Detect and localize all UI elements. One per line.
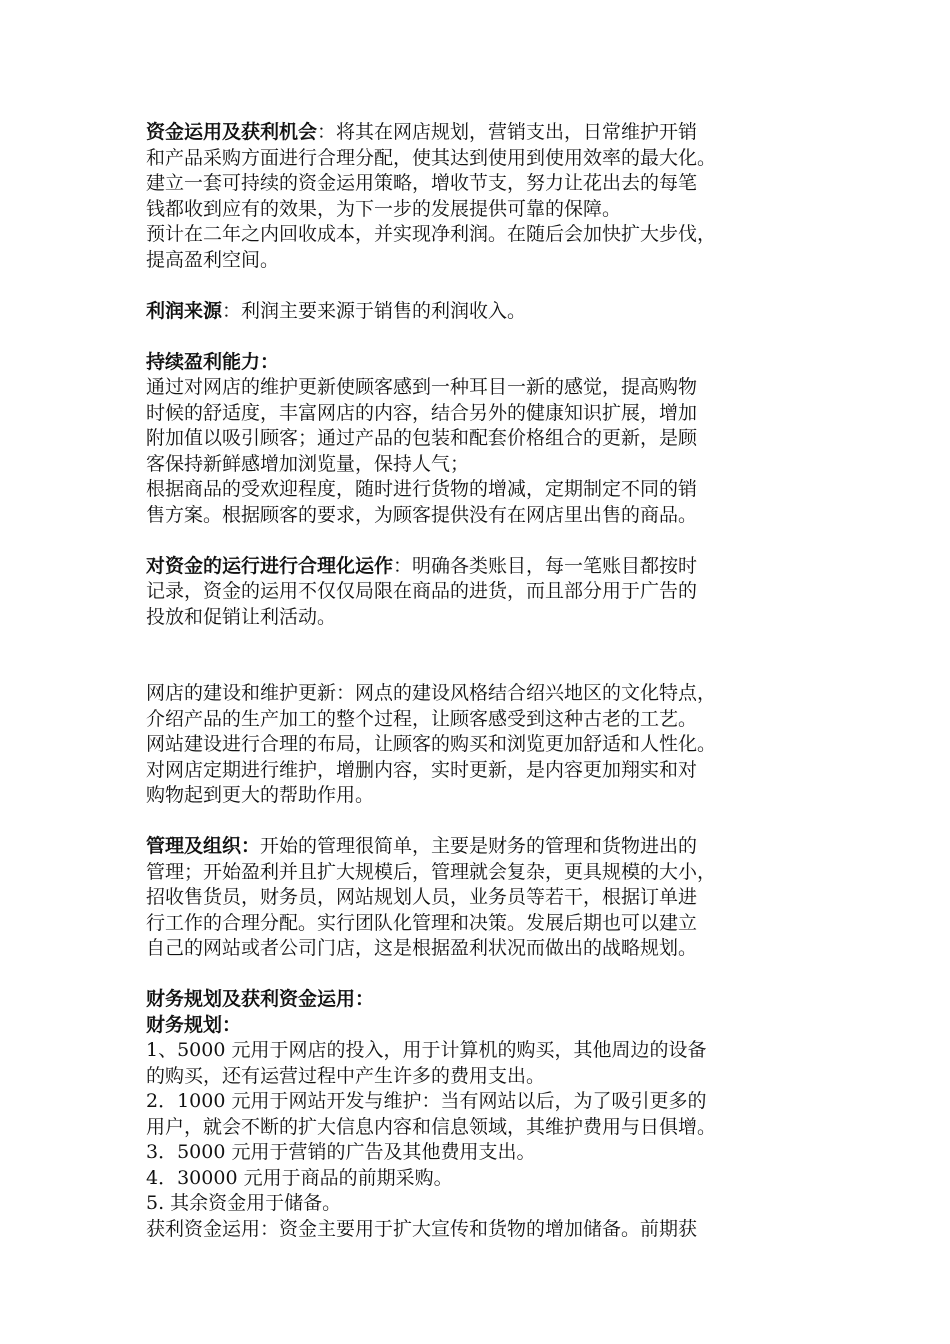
document-page <box>146 120 826 1242</box>
text-line: 介绍产品的生产加工的整个过程，让顾客感受到这种古老的工艺。 <box>146 707 698 730</box>
text-line: 网店的建设和维护更新：网点的建设风格结合绍兴地区的文化特点， <box>146 682 717 704</box>
section-heading: 对资金的运行进行合理化运作 <box>146 554 394 577</box>
paragraph-spacer <box>146 809 826 835</box>
text-line <box>146 299 826 325</box>
paragraph-spacer <box>146 528 826 554</box>
text-line: 附加值以吸引顾客；通过产品的包装和配套价格组合的更新，是顾 <box>146 427 698 449</box>
text-line: 根据商品的受欢迎程度，随时进行货物的增减，定期制定不同的销 <box>146 478 698 500</box>
paragraph-fund-operation <box>146 554 826 631</box>
text-span: 开始的管理很简单，主要是财务的管理和货物进出的 <box>260 835 698 857</box>
text-line: 建立一套可持续的资金运用策略，增收节支，努力让花出去的每笔 <box>146 172 698 194</box>
text-line: 预计在二年之内回收成本，并实现净利润。在随后会加快扩大步伐， <box>146 223 717 245</box>
text-span: ：利润主要来源于销售的利润收入。 <box>222 299 527 322</box>
section-heading: 资金运用及获利机会 <box>146 121 318 143</box>
list-item: 5. 其余资金用于储备。 <box>146 1192 342 1214</box>
list-item: 1、5000 元用于网店的投入，用于计算机的购买，其他周边的设备 <box>146 1039 707 1061</box>
paragraph-profit-source <box>146 299 826 325</box>
paragraph-spacer <box>146 630 826 681</box>
section-heading: 持续盈利能力： <box>146 350 280 373</box>
text-line: 招收售货员，财务员，网站规划人员，业务员等若干，根据订单进 <box>146 886 698 908</box>
text-line: 记录，资金的运用不仅仅局限在商品的进货，而且部分用于广告的 <box>146 580 698 602</box>
text-line: 提高盈利空间。 <box>146 248 280 271</box>
paragraph-financial-plan <box>146 987 826 1242</box>
text-line <box>146 834 826 860</box>
text-line: 售方案。根据顾客的要求，为顾客提供没有在网店里出售的商品。 <box>146 503 698 526</box>
text-line: 通过对网店的维护更新使顾客感到一种耳目一新的感觉，提高购物 <box>146 376 698 398</box>
section-heading: 利润来源 <box>146 299 223 322</box>
section-heading: 财务规划及获利资金运用： <box>146 988 375 1010</box>
text-line: 投放和促销让利活动。 <box>146 605 337 628</box>
paragraph-spacer <box>146 273 826 299</box>
text-line: 钱都收到应有的效果，为下一步的发展提供可靠的保障。 <box>146 197 622 220</box>
text-line: 购物起到更大的帮助作用。 <box>146 784 375 806</box>
text-span: ：明确各类账目，每一笔账目都按时 <box>393 554 698 577</box>
paragraph-sustained-profit <box>146 350 826 529</box>
paragraph-spacer <box>146 962 826 988</box>
text-line: 自己的网站或者公司门店，这是根据盈利状况而做出的战略规划。 <box>146 937 698 959</box>
text-line: 客保持新鲜感增加浏览量，保持人气； <box>146 452 470 475</box>
list-item: 2．1000 元用于网站开发与维护：当有网站以后，为了吸引更多的 <box>146 1090 707 1112</box>
paragraph-spacer <box>146 324 826 350</box>
paragraph-store-maintenance <box>146 681 826 809</box>
text-line: 管理；开始盈利并且扩大规模后，管理就会复杂，更具规模的大小， <box>146 860 717 883</box>
paragraph-management <box>146 834 826 962</box>
text-line: 行工作的合理分配。实行团队化管理和决策。发展后期也可以建立 <box>146 911 698 934</box>
text-line: 用户，就会不断的扩大信息内容和信息领域，其维护费用与日俱增。 <box>146 1115 717 1138</box>
text-line: 对网店定期进行维护，增删内容，实时更新，是内容更加翔实和对 <box>146 758 698 781</box>
subsection-heading: 财务规划： <box>146 1013 242 1036</box>
text-span: ：将其在网店规划，营销支出，日常维护开销 <box>317 121 698 143</box>
text-line: 和产品采购方面进行合理分配，使其达到使用到使用效率的最大化。 <box>146 146 717 169</box>
text-line: 时候的舒适度，丰富网店的内容，结合另外的健康知识扩展，增加 <box>146 401 698 424</box>
paragraph-funds-usage <box>146 120 826 273</box>
list-item: 4．30000 元用于商品的前期采购。 <box>146 1166 453 1189</box>
list-item: 3．5000 元用于营销的广告及其他费用支出。 <box>146 1141 536 1163</box>
text-line: 网站建设进行合理的布局，让顾客的购买和浏览更加舒适和人性化。 <box>146 733 717 755</box>
section-heading: 管理及组织： <box>146 835 261 857</box>
text-line: 获利资金运用：资金主要用于扩大宣传和货物的增加储备。前期获 <box>146 1217 698 1240</box>
text-line: 的购买，还有运营过程中产生许多的费用支出。 <box>146 1064 546 1087</box>
text-line <box>146 120 826 146</box>
text-line <box>146 554 826 580</box>
